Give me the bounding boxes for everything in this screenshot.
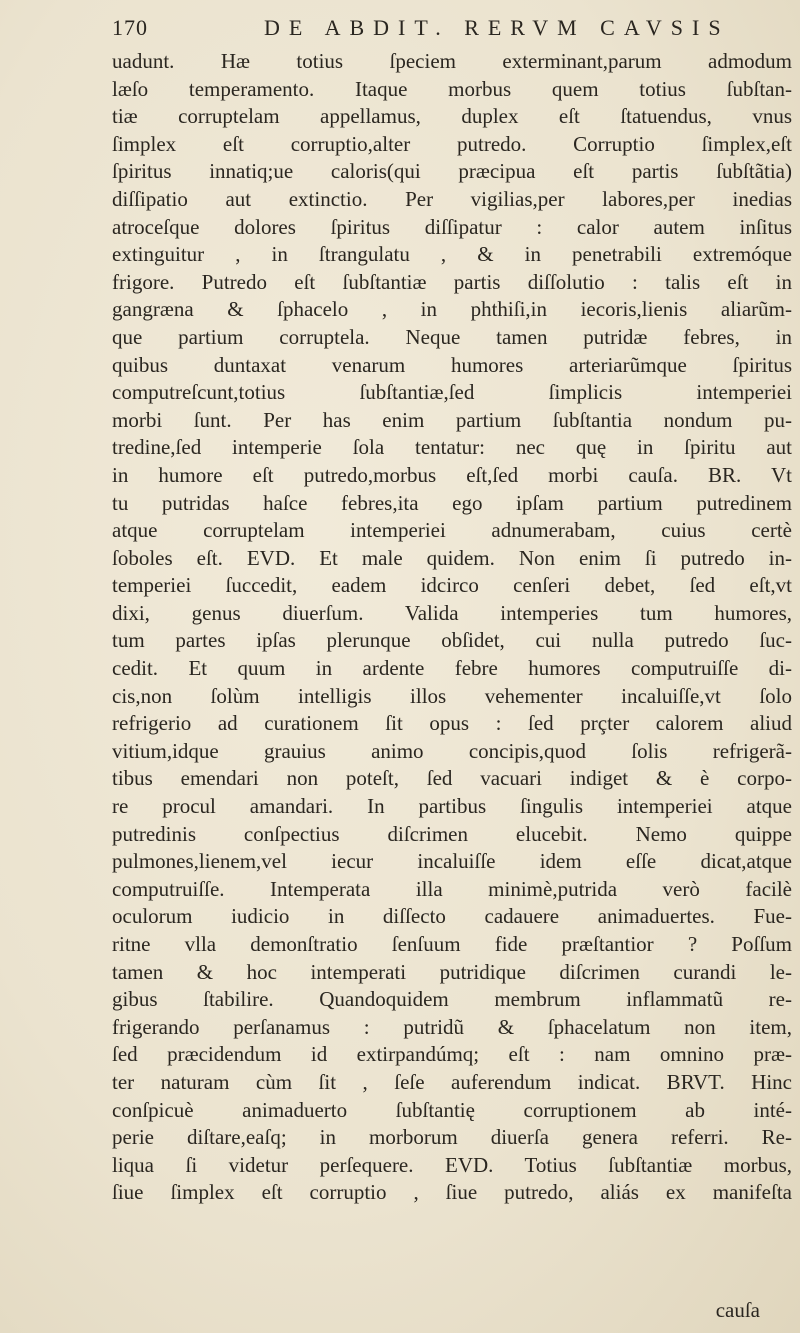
text-line: uadunt. Hæ totius ſpeciem exterminant,parum admodum [112,49,792,73]
text-line: quibus duntaxat venarum humores arteriarũmque ſpiritus [112,352,792,377]
text-line: morbi ſunt. Per has enim partium ſubſtantia nondum pu- [112,407,792,432]
text-line: pulmones,lienem,vel iecur incaluiſſe idem eſſe dicat,atque [112,849,792,874]
text-line: ter naturam cùm ſit , ſeſe auferendum indicat. BRVT. Hinc [112,1069,792,1094]
text-line: perie diſtare,eaſq; in morborum diuerſa genera referri. Re- [112,1125,792,1150]
text-line: ſiue ſimplex eſt corruptio , ſiue putredo, aliás ex manifeſta [112,1180,792,1205]
text-line: tiæ corruptelam appellamus, duplex eſt ſtatuendus, vnus [112,104,792,129]
text-line: refrigerio ad curationem ſit opus : ſed prçter calorem aliud [112,711,792,736]
text-line: temperiei ſuccedit, eadem idcirco cenſeri debet, ſed eſt,vt [112,573,792,598]
page-header [112,6,782,50]
text-line: que partium corruptela. Neque tamen putridæ febres, in [112,324,792,349]
text-line: vitium,idque grauius animo concipis,quod ſolis refrigerã- [112,738,792,763]
text-line: frigore. Putredo eſt ſubſtantiæ partis diſſolutio : talis eſt in [112,269,792,294]
page-number: 170 [112,15,148,40]
running-title: DE ABDIT. RERVM CAVSIS [264,15,730,40]
text-line: tu putridas haſce febres,ita ego ipſam partium putredinem [112,490,792,515]
text-line: tredine,ſed intemperie ſola tentatur: nec quę in ſpiritu aut [112,435,792,460]
text-line: atque corruptelam intemperiei adnumerabam, cuius certè [112,518,792,543]
text-line: ſoboles eſt. EVD. Et male quidem. Non enim ſi putredo in- [112,545,792,570]
text-line: tum partes ipſas plerunque obſidet, cui nulla putredo ſuc- [112,628,792,653]
text-line: computreſcunt,totius ſubſtantiæ,ſed ſimplicis intemperiei [112,380,792,405]
text-line: oculorum iudicio in diſſecto cadauere animaduertes. Fue- [112,904,792,929]
text-line: conſpicuè animaduerto ſubſtantię corruptionem ab inté- [112,1097,792,1122]
text-line: extinguitur , in ſtrangulatu , & in penetrabili extremóque [112,242,792,267]
text-line: dixi, genus diuerſum. Valida intemperies tum humores, [112,600,792,625]
text-line: ritne vlla demonſtratio ſenſuum fide præſtantior ? Poſſum [112,932,792,956]
text-line: cis,non ſolùm intelligis illos vehementer incaluiſſe,vt ſolo [112,683,792,708]
text-line: ſimplex eſt corruptio,alter putredo. Corruptio ſimplex,eſt [112,131,792,156]
text-line: tibus emendari non poteſt, ſed vacuari indiget & è corpo- [112,766,792,791]
text-line: computruiſſe. Intemperata illa minimè,putrida verò facilè [112,876,792,901]
text-block [112,48,792,1207]
text-line: in humore eſt putredo,morbus eſt,ſed morbi cauſa. BR. Vt [112,462,792,487]
text-line: læſo temperamento. Itaque morbus quem totius ſubſtan- [112,76,792,101]
text-line: tamen & hoc intemperati putridique diſcrimen curandi le- [112,959,792,984]
text-line: liqua ſi videtur perſequere. EVD. Totius ſubſtantiæ morbus, [112,1152,792,1177]
text-line: putredinis conſpectius diſcrimen elucebit. Nemo quippe [112,821,792,846]
text-line: frigerando perſanamus : putridũ & ſphacelatum non item, [112,1014,792,1039]
text-line: gangræna & ſphacelo , in phthiſi,in iecoris,lienis aliarũm- [112,297,792,322]
text-line: gibus ſtabilire. Quandoquidem membrum inflammatũ re- [112,987,792,1012]
text-line: diſſipatio aut extinctio. Per vigilias,per labores,per inedias [112,186,792,211]
text-line: ſpiritus innatiq;ue caloris(qui præcipua eſt partis ſubſtãtia) [112,159,792,184]
catchword: cauſa [715,1298,760,1322]
text-line: ſed præcidendum id extirpandúmq; eſt : nam omnino præ- [112,1042,792,1067]
text-line: cedit. Et quum in ardente febre humores computruiſſe di- [112,656,792,681]
text-line: atroceſque dolores ſpiritus diſſipatur : calor autem inſitus [112,214,792,239]
text-line: re procul amandari. In partibus ſingulis intemperiei atque [112,794,792,819]
